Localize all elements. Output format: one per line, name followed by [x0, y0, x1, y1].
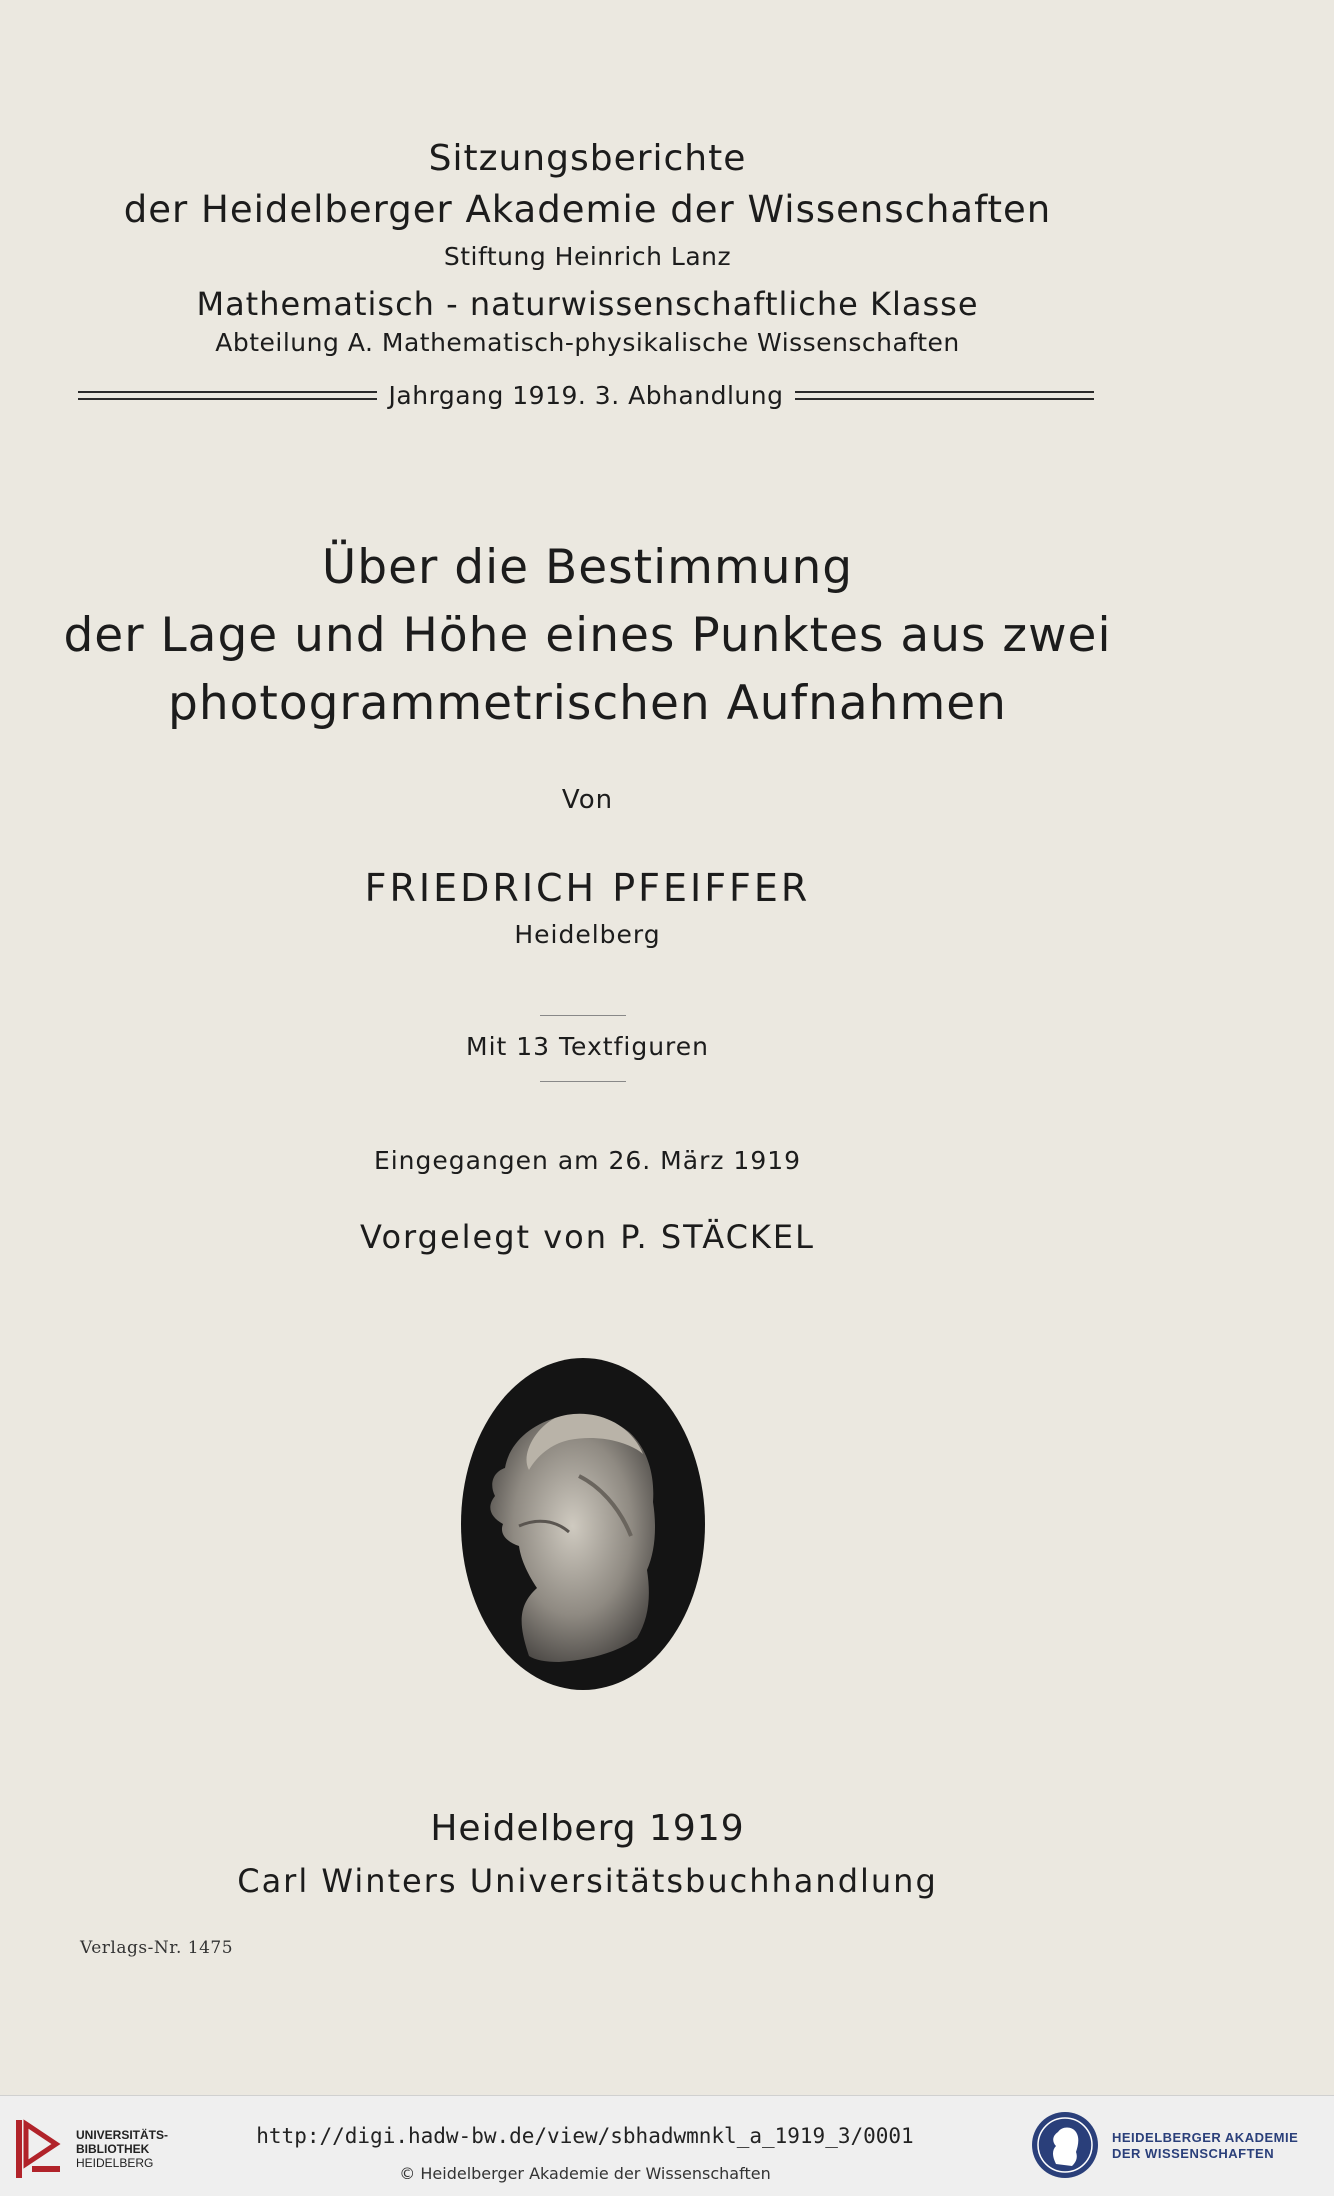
figures-note: Mit 13 Textfiguren — [466, 1032, 709, 1061]
presented-by: Vorgelegt von P. STÄCKEL — [360, 1218, 815, 1256]
author-city: Heidelberg — [514, 920, 661, 949]
von-label: Von — [561, 785, 614, 815]
imprint-city-year: Heidelberg 1919 — [430, 1808, 745, 1849]
series-title: Sitzungsberichte — [428, 138, 747, 179]
title-line-2: der Lage und Höhe eines Punktes aus zwei — [63, 608, 1112, 663]
university-library-name: UNIVERSITÄTS- BIBLIOTHEK HEIDELBERG — [76, 2128, 169, 2170]
athena-cameo-image — [459, 1356, 707, 1692]
academy-name-logo: HEIDELBERGER AKADEMIE DER WISSENSCHAFTEN — [1112, 2130, 1299, 2161]
viewer-footer — [0, 2095, 1334, 2196]
double-rule-left — [78, 391, 377, 400]
short-rule-top — [540, 1015, 626, 1016]
academy-seal-icon[interactable] — [1030, 2110, 1100, 2180]
academy-name: der Heidelberger Akademie der Wissenschaften — [123, 188, 1052, 231]
permalink-url[interactable]: http://digi.hadw-bw.de/view/sbhadwmnkl_a_1919_3/0001 — [256, 2124, 914, 2148]
class-line: Mathematisch - naturwissenschaftliche Klasse — [196, 285, 979, 323]
title-line-3: photogrammetrischen Aufnahmen — [168, 676, 1007, 731]
received-date: Eingegangen am 26. März 1919 — [373, 1146, 802, 1175]
volume-rule — [78, 378, 1094, 412]
title-line-1: Über die Bestimmung — [321, 540, 854, 595]
author-name: FRIEDRICH PFEIFFER — [364, 866, 811, 910]
department-line: Abteilung A. Mathematisch-physikalische Wissenschaften — [215, 328, 960, 357]
short-rule-bottom — [540, 1081, 626, 1082]
copyright-notice: © Heidelberger Akademie der Wissenschaften — [399, 2164, 771, 2183]
volume-line: Jahrgang 1919. 3. Abhandlung — [388, 380, 784, 410]
verlag-number: Verlags-Nr. 1475 — [80, 1938, 234, 1958]
foundation-line: Stiftung Heinrich Lanz — [443, 242, 732, 271]
publisher-name: Carl Winters Universitätsbuchhandlung — [237, 1862, 938, 1900]
double-rule-right — [795, 391, 1094, 400]
